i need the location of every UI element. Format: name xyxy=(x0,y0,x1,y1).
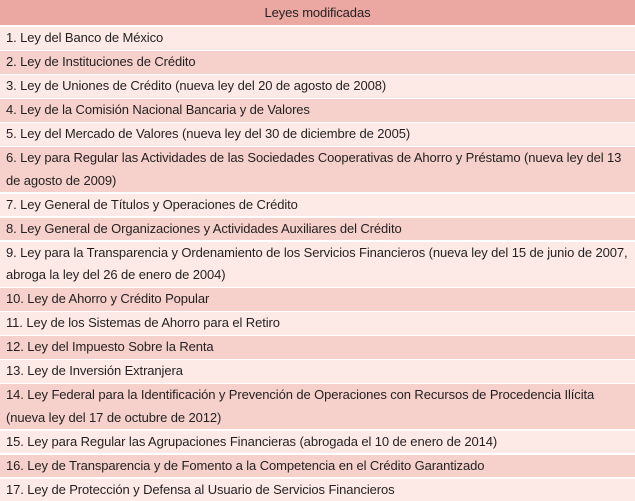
table-row: 2. Ley de Instituciones de Crédito xyxy=(0,51,635,74)
table-row: 7. Ley General de Títulos y Operaciones de Crédito xyxy=(0,194,635,217)
table-row: 14. Ley Federal para la Identificación y Prevención de Operaciones con Recursos de Procedencia Ilícita (nueva ley del 17 de octubre de 2012) xyxy=(0,384,635,429)
table-row: 15. Ley para Regular las Agrupaciones Financieras (abrogada el 10 de enero de 2014) xyxy=(0,431,635,454)
table-row: 13. Ley de Inversión Extranjera xyxy=(0,360,635,383)
table-row: 12. Ley del Impuesto Sobre la Renta xyxy=(0,336,635,359)
table-row: 9. Ley para la Transparencia y Ordenamiento de los Servicios Financieros (nueva ley del 15 de junio de 2007, abroga la ley del 26 de enero de 2004) xyxy=(0,242,635,287)
table-row: 1. Ley del Banco de México xyxy=(0,27,635,50)
table-row: 10. Ley de Ahorro y Crédito Popular xyxy=(0,288,635,311)
table-row: 6. Ley para Regular las Actividades de las Sociedades Cooperativas de Ahorro y Préstamo (nueva ley del 13 de agosto de 2009) xyxy=(0,147,635,192)
table-row: 11. Ley de los Sistemas de Ahorro para el Retiro xyxy=(0,312,635,335)
table-header: Leyes modificadas xyxy=(0,0,635,25)
table-row: 16. Ley de Transparencia y de Fomento a la Competencia en el Crédito Garantizado xyxy=(0,455,635,478)
table-row: 17. Ley de Protección y Defensa al Usuario de Servicios Financieros xyxy=(0,479,635,501)
table-row: 5. Ley del Mercado de Valores (nueva ley del 30 de diciembre de 2005) xyxy=(0,123,635,146)
table-row: 8. Ley General de Organizaciones y Actividades Auxiliares del Crédito xyxy=(0,218,635,241)
table-row: 4. Ley de la Comisión Nacional Bancaria y de Valores xyxy=(0,99,635,122)
table-row: 3. Ley de Uniones de Crédito (nueva ley del 20 de agosto de 2008) xyxy=(0,75,635,98)
